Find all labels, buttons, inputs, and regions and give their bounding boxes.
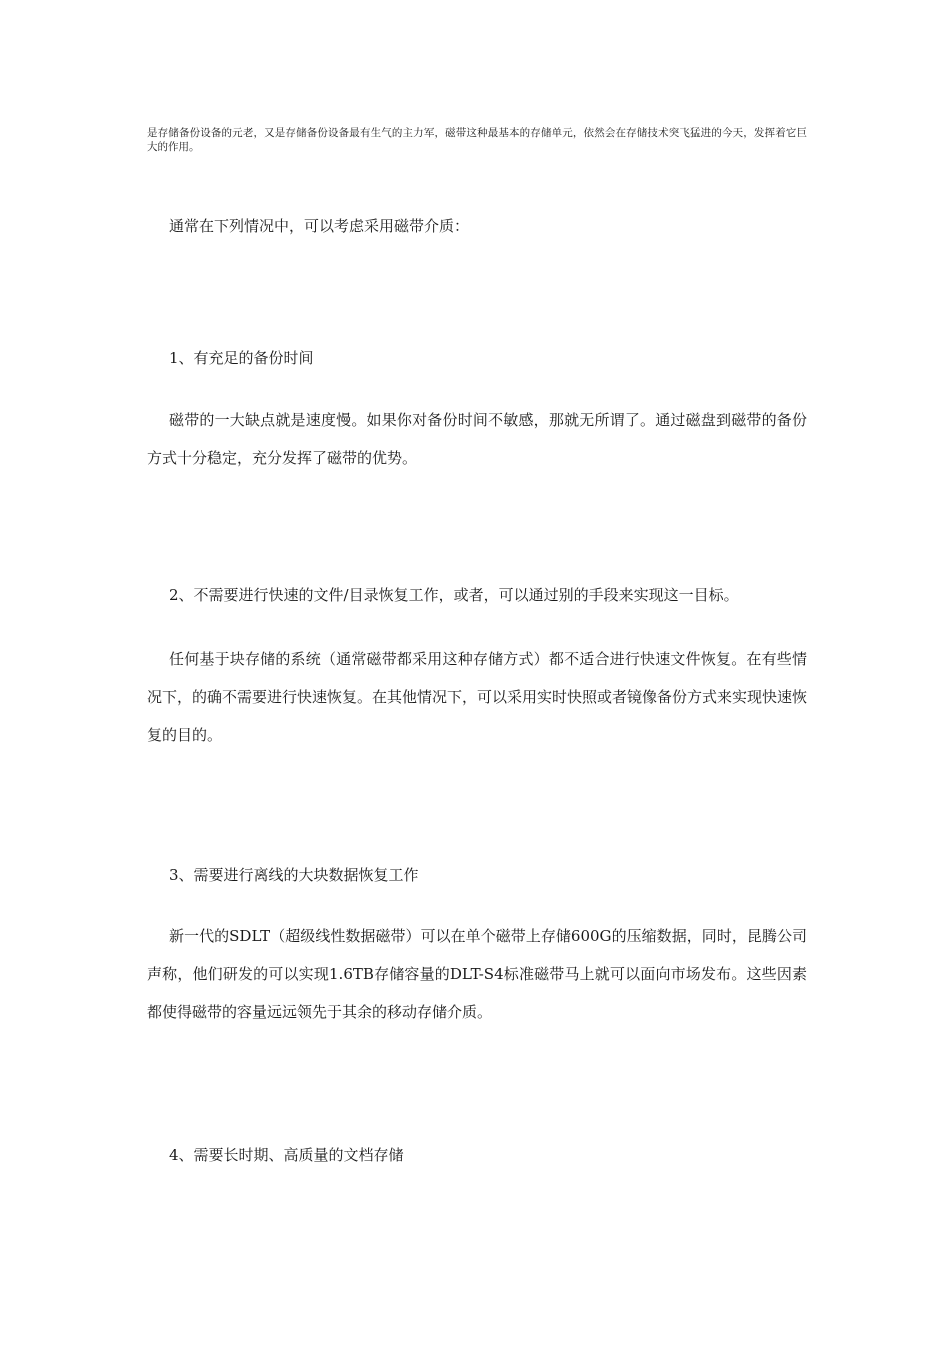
section-4-heading: 4、需要长时期、高质量的文档存储 [169, 1146, 404, 1164]
section-2-body: 任何基于块存储的系统（通常磁带都采用这种存储方式）都不适合进行快速文件恢复。在有些情况下，的确不需要进行快速恢复。在其他情况下，可以采用实时快照或者镜像备份方式来实现快速恢复的目的。 [147, 650, 808, 744]
section-3-body: 新一代的SDLT（超级线性数据磁带）可以在单个磁带上存储600G的压缩数据，同时，昆腾公司声称，他们研发的可以实现1.6TB存储容量的DLT-S4标准磁带马上就可以面向市场发布。这些因素都使得磁带的容量远远领先于其余的移动存储介质。 [147, 927, 807, 1021]
intro-paragraph: 是存储备份设备的元老，又是存储备份设备最有生气的主力军，磁带这种最基本的存储单元，依然会在存储技术突飞猛进的今天，发挥着它巨大的作用。 [147, 127, 807, 153]
section-2-heading: 2、不需要进行快速的文件/目录恢复工作，或者，可以通过别的手段来实现这一目标。 [169, 586, 739, 604]
section-3-heading: 3、需要进行离线的大块数据恢复工作 [169, 866, 419, 884]
lead-paragraph: 通常在下列情况中，可以考虑采用磁带介质： [169, 217, 470, 235]
section-1-heading: 1、有充足的备份时间 [169, 349, 314, 367]
section-1-body: 磁带的一大缺点就是速度慢。如果你对备份时间不敏感，那就无所谓了。通过磁盘到磁带的备份方式十分稳定，充分发挥了磁带的优势。 [147, 411, 807, 467]
